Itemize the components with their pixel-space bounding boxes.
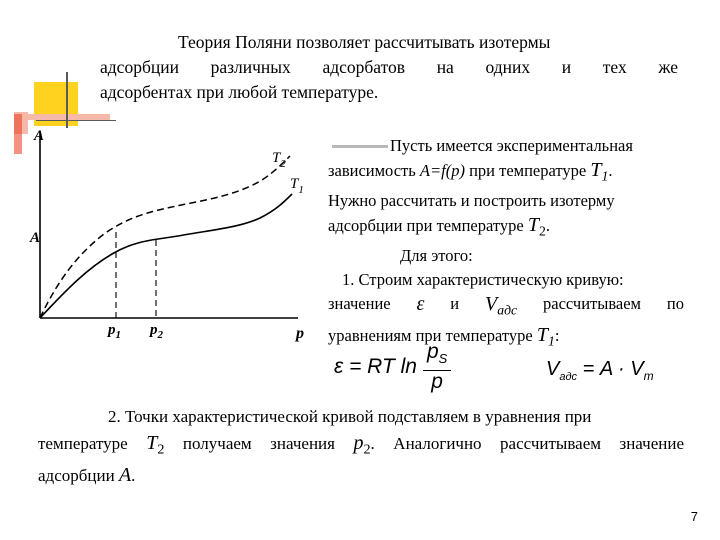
right-line-7: значение ε и $V_{адс}$ рассчитываем по (328, 293, 684, 318)
p1-label: $p_1$ (108, 322, 121, 341)
curve-t2 (40, 156, 290, 318)
title-line-2: адсорбции различных адсорбатов на одних и тех же (100, 57, 678, 77)
curve-t1-label: $T_1$ (290, 176, 304, 196)
curve-t2-label: $T_2$ (272, 150, 286, 170)
page-number: 7 (690, 509, 698, 524)
isotherm-graph (28, 122, 320, 344)
formula-volume: $V_{адс} = A \cdot V_m$ (546, 358, 654, 383)
y-label-top: A (34, 128, 45, 144)
right-line-2: зависимость A=f(p) при температуре $T_1$. (328, 159, 613, 184)
right-line-6: 1. Строим характеристическую кривую: (342, 270, 624, 290)
title-line-1: Теория Поляни позволяет рассчитывать изотермы (178, 32, 551, 52)
right-line-5: Для этого: (400, 245, 473, 265)
bottom-line-2: температуре $T_2$ получаем значения $p_2$. Аналогично рассчитываем значение (38, 432, 685, 458)
bottom-paragraph (38, 404, 684, 489)
p2-label: $p_2$ (150, 322, 163, 341)
bottom-line-1: 2. Точки характеристической кривой подставляем в уравнения при (108, 407, 592, 426)
formula-epsilon (334, 339, 451, 394)
decor-horizontal-line (36, 120, 116, 121)
formula-epsilon-lhs: ε = RT ln (334, 355, 417, 378)
title-line-3: адсорбентах при любой температуре. (100, 82, 379, 102)
x-label: p (296, 325, 304, 342)
curve-t1 (40, 194, 292, 318)
decor-red-block (14, 114, 22, 154)
right-line-3: Нужно рассчитать и построить изотерму (328, 190, 615, 210)
formula-epsilon-fraction: $p_S$ p (423, 341, 451, 393)
right-line-4: адсорбции при температуре $T_2$. (328, 214, 550, 239)
right-line-8: уравнениям при температуре $T_1$: (328, 323, 560, 349)
right-line-1: Пусть имеется экспериментальная (390, 136, 633, 155)
y-label-mid: A (30, 230, 41, 246)
bottom-line-3: адсорбции A. (38, 464, 136, 487)
title-paragraph (100, 30, 678, 105)
right-text-block (328, 134, 684, 354)
